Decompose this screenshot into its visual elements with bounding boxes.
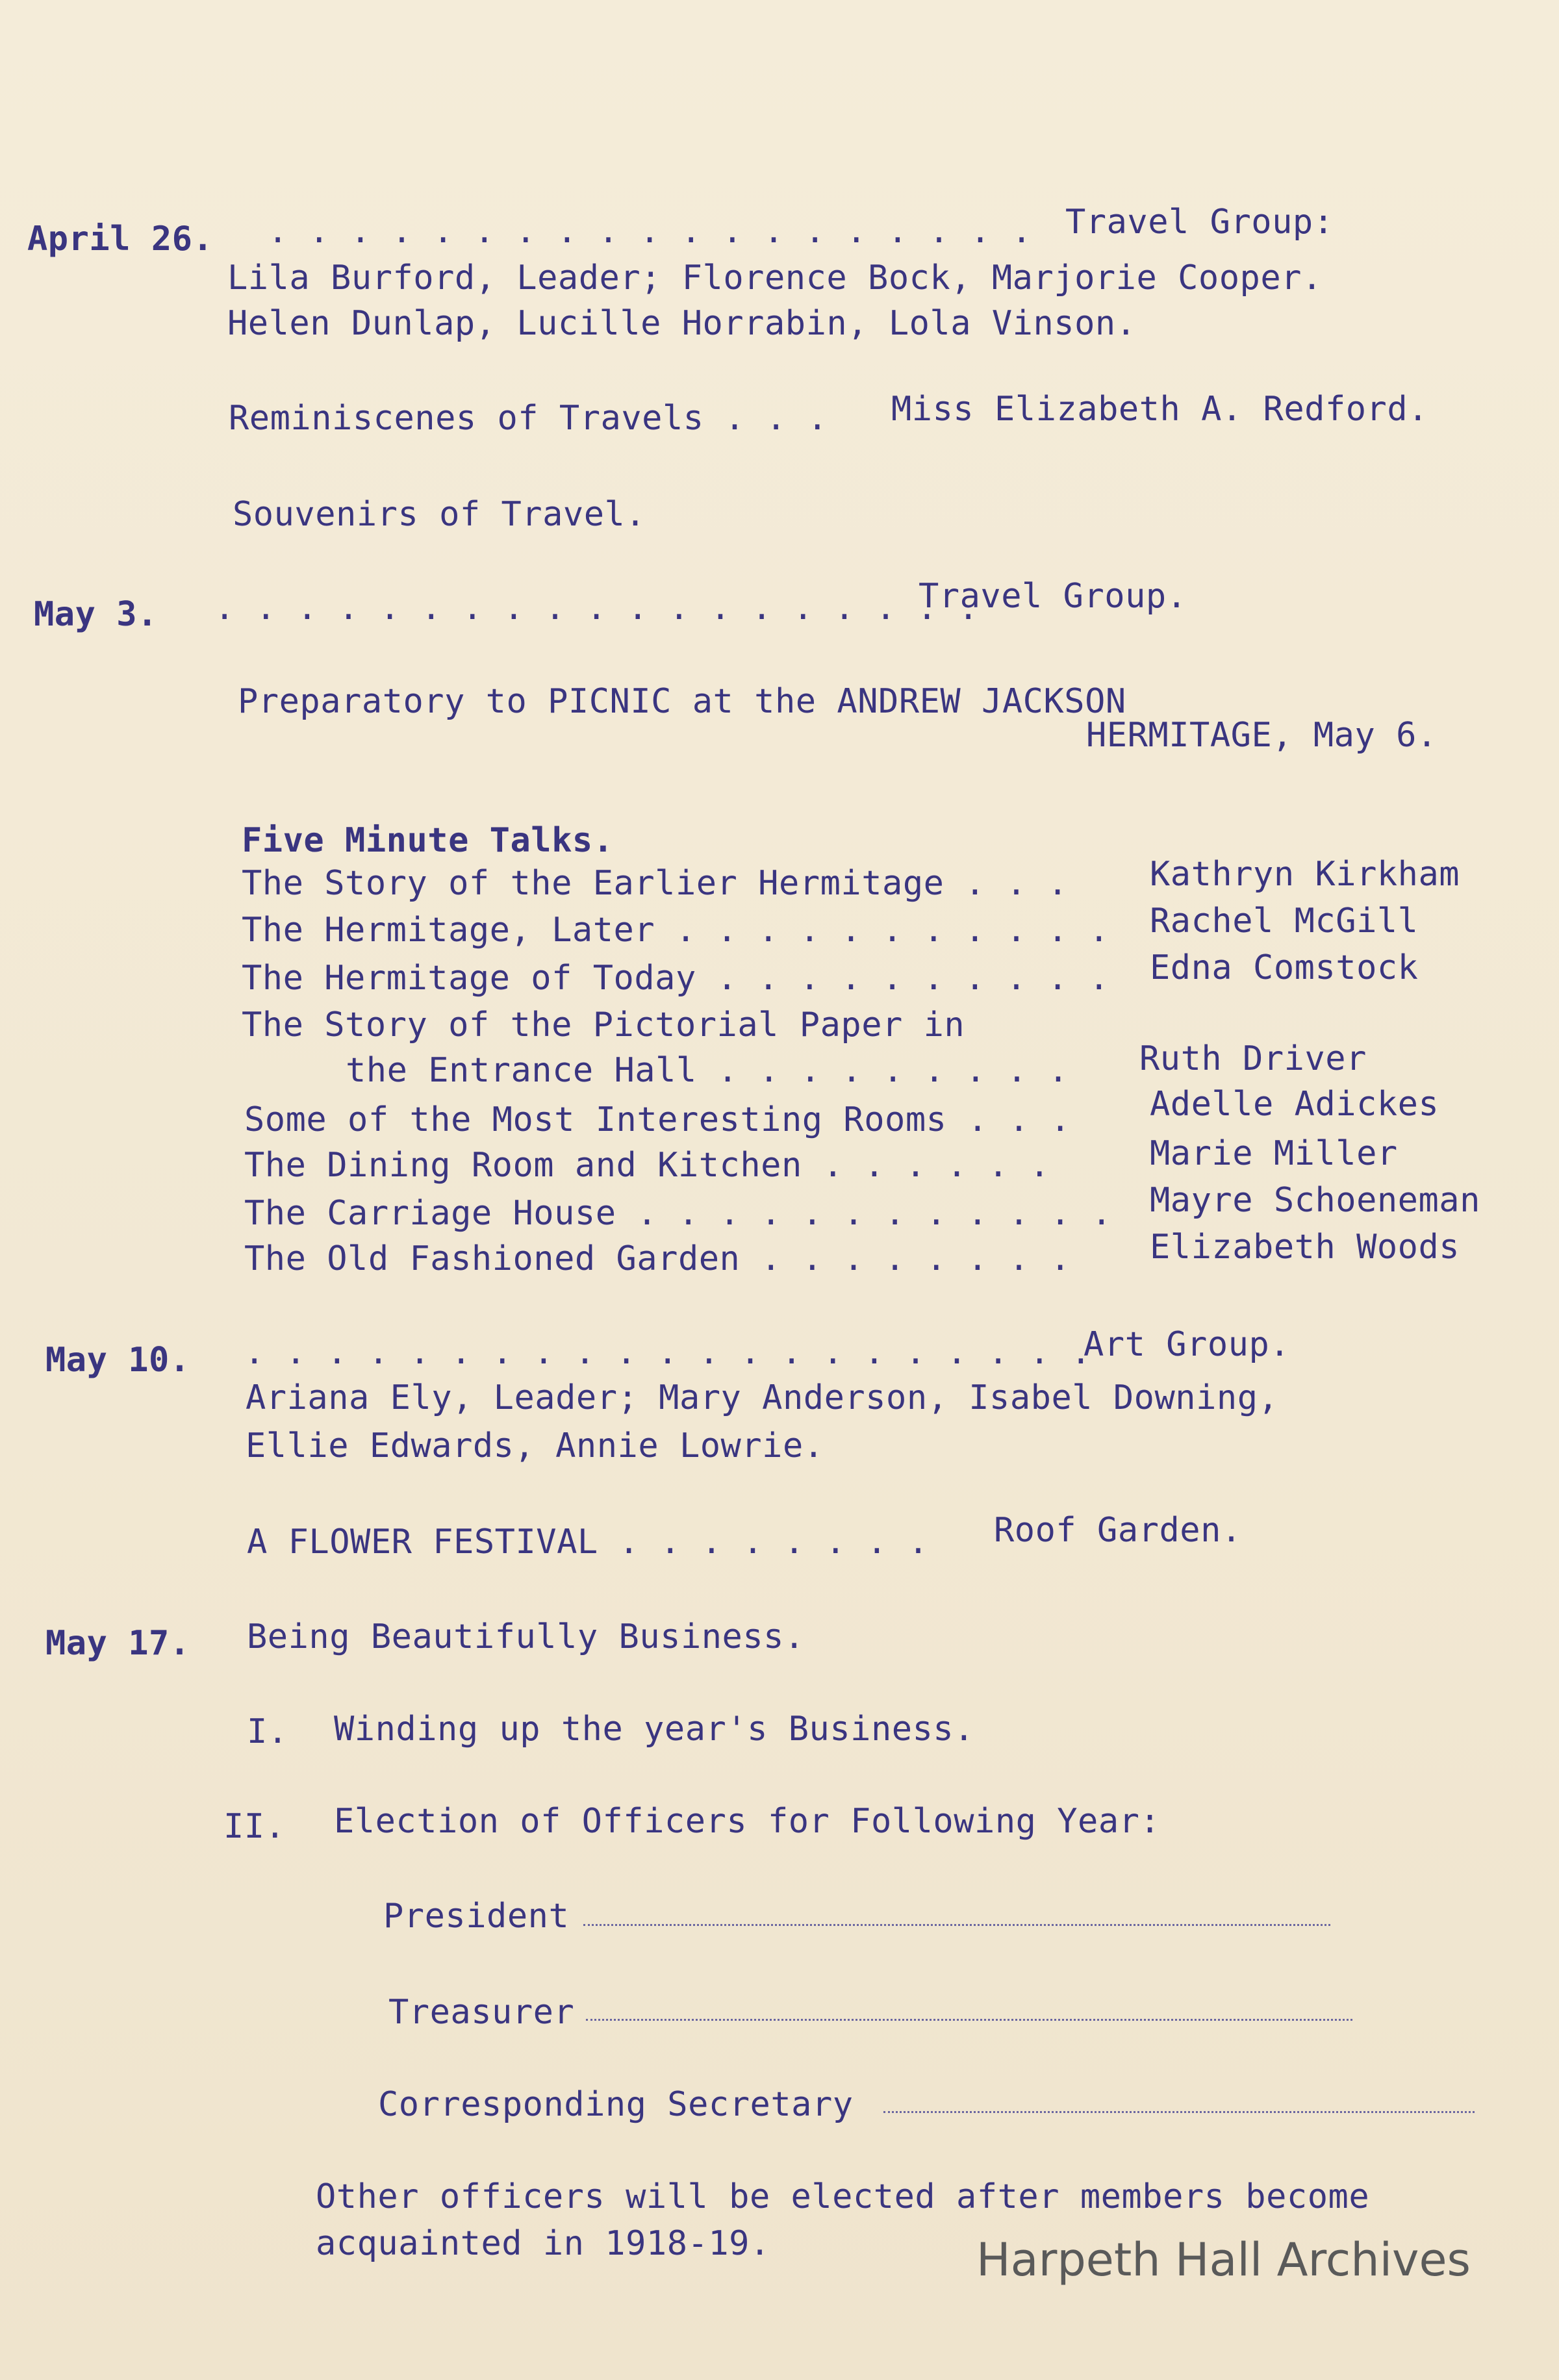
may17-date: May 17.	[45, 1624, 190, 1663]
office-label-president: President	[383, 1897, 570, 1936]
secretary-blank-line	[883, 2111, 1475, 2113]
april26-item2: Souvenirs of Travel.	[233, 495, 646, 534]
april26-item1-speaker: Miss Elizabeth A. Redford.	[891, 390, 1428, 429]
may17-note-line2: acquainted in 1918-19.	[316, 2224, 770, 2263]
may3-date: May 3.	[34, 595, 158, 634]
may3-picnic-line2: HERMITAGE, May 6.	[1086, 716, 1438, 755]
talk-title: The Story of the Earlier Hermitage . . .	[242, 864, 1069, 903]
talk-title: The Dining Room and Kitchen . . . . . .	[244, 1146, 1050, 1185]
president-blank-line	[583, 1924, 1330, 1926]
april26-date: April 26.	[27, 220, 214, 259]
may3-leader-dots: . . . . . . . . . . . . . . . . . . .	[214, 589, 979, 627]
may17-item2: Election of Officers for Following Year:	[334, 1802, 1161, 1841]
april26-leader-dots: . . . . . . . . . . . . . . . . . . .	[268, 212, 1032, 251]
talk-speaker: Ruth Driver	[1139, 1039, 1367, 1078]
may10-festival: A FLOWER FESTIVAL . . . . . . . .	[247, 1523, 929, 1562]
talk-title: The Old Fashioned Garden . . . . . . . .	[244, 1239, 1071, 1278]
may17-item2-number: II.	[223, 1807, 286, 1846]
may10-date: May 10.	[45, 1341, 190, 1380]
may3-picnic-line1: Preparatory to PICNIC at the ANDREW JACKSON	[238, 682, 1126, 721]
may10-members-line2: Ellie Edwards, Annie Lowrie.	[246, 1426, 824, 1465]
talk-title: The Story of the Pictorial Paper in	[242, 1006, 965, 1044]
talk-title: Some of the Most Interesting Rooms . . .	[244, 1100, 1071, 1139]
talk-title: The Hermitage, Later . . . . . . . . . . .	[242, 911, 1109, 950]
april26-group: Travel Group:	[1065, 203, 1334, 242]
archive-watermark: Harpeth Hall Archives	[976, 2233, 1471, 2286]
may10-members-line1: Ariana Ely, Leader; Mary Anderson, Isabel Downing,	[246, 1378, 1279, 1417]
talk-title: The Carriage House . . . . . . . . . . . .	[244, 1194, 1112, 1233]
talk-speaker: Mayre Schoeneman	[1150, 1181, 1480, 1220]
may17-item1: Winding up the year's Business.	[334, 1710, 975, 1749]
may17-item1-number: I.	[247, 1712, 288, 1751]
talk-speaker: Edna Comstock	[1150, 948, 1419, 987]
talk-title: The Hermitage of Today . . . . . . . . . .	[242, 959, 1109, 998]
may3-talks-heading: Five Minute Talks.	[242, 821, 614, 860]
talk-speaker: Marie Miller	[1150, 1134, 1398, 1173]
office-label-corresponding-secretary: Corresponding Secretary	[378, 2085, 854, 2124]
may10-festival-place: Roof Garden.	[994, 1511, 1242, 1550]
office-label-treasurer: Treasurer	[388, 1993, 575, 2032]
april26-members-line2: Helen Dunlap, Lucille Horrabin, Lola Vinson.	[227, 304, 1137, 343]
may10-leader-dots: . . . . . . . . . . . . . . . . . . . . .	[244, 1333, 1092, 1372]
may17-note-line1: Other officers will be elected after members become	[316, 2177, 1370, 2216]
treasurer-blank-line	[586, 2019, 1352, 2021]
april26-item1-title: Reminiscenes of Travels . . .	[229, 399, 828, 438]
april26-members-line1: Lila Burford, Leader; Florence Bock, Marjorie Cooper.	[227, 259, 1323, 298]
talk-speaker: Kathryn Kirkham	[1150, 855, 1460, 894]
talk-speaker: Adelle Adickes	[1150, 1085, 1439, 1124]
talk-speaker: Rachel McGill	[1150, 902, 1419, 941]
may10-group: Art Group.	[1084, 1325, 1291, 1364]
talk-speaker: Elizabeth Woods	[1150, 1228, 1460, 1267]
talk-title: the Entrance Hall . . . . . . . . .	[346, 1051, 1069, 1090]
may3-group: Travel Group.	[919, 577, 1187, 616]
may17-title: Being Beautifully Business.	[247, 1617, 805, 1656]
